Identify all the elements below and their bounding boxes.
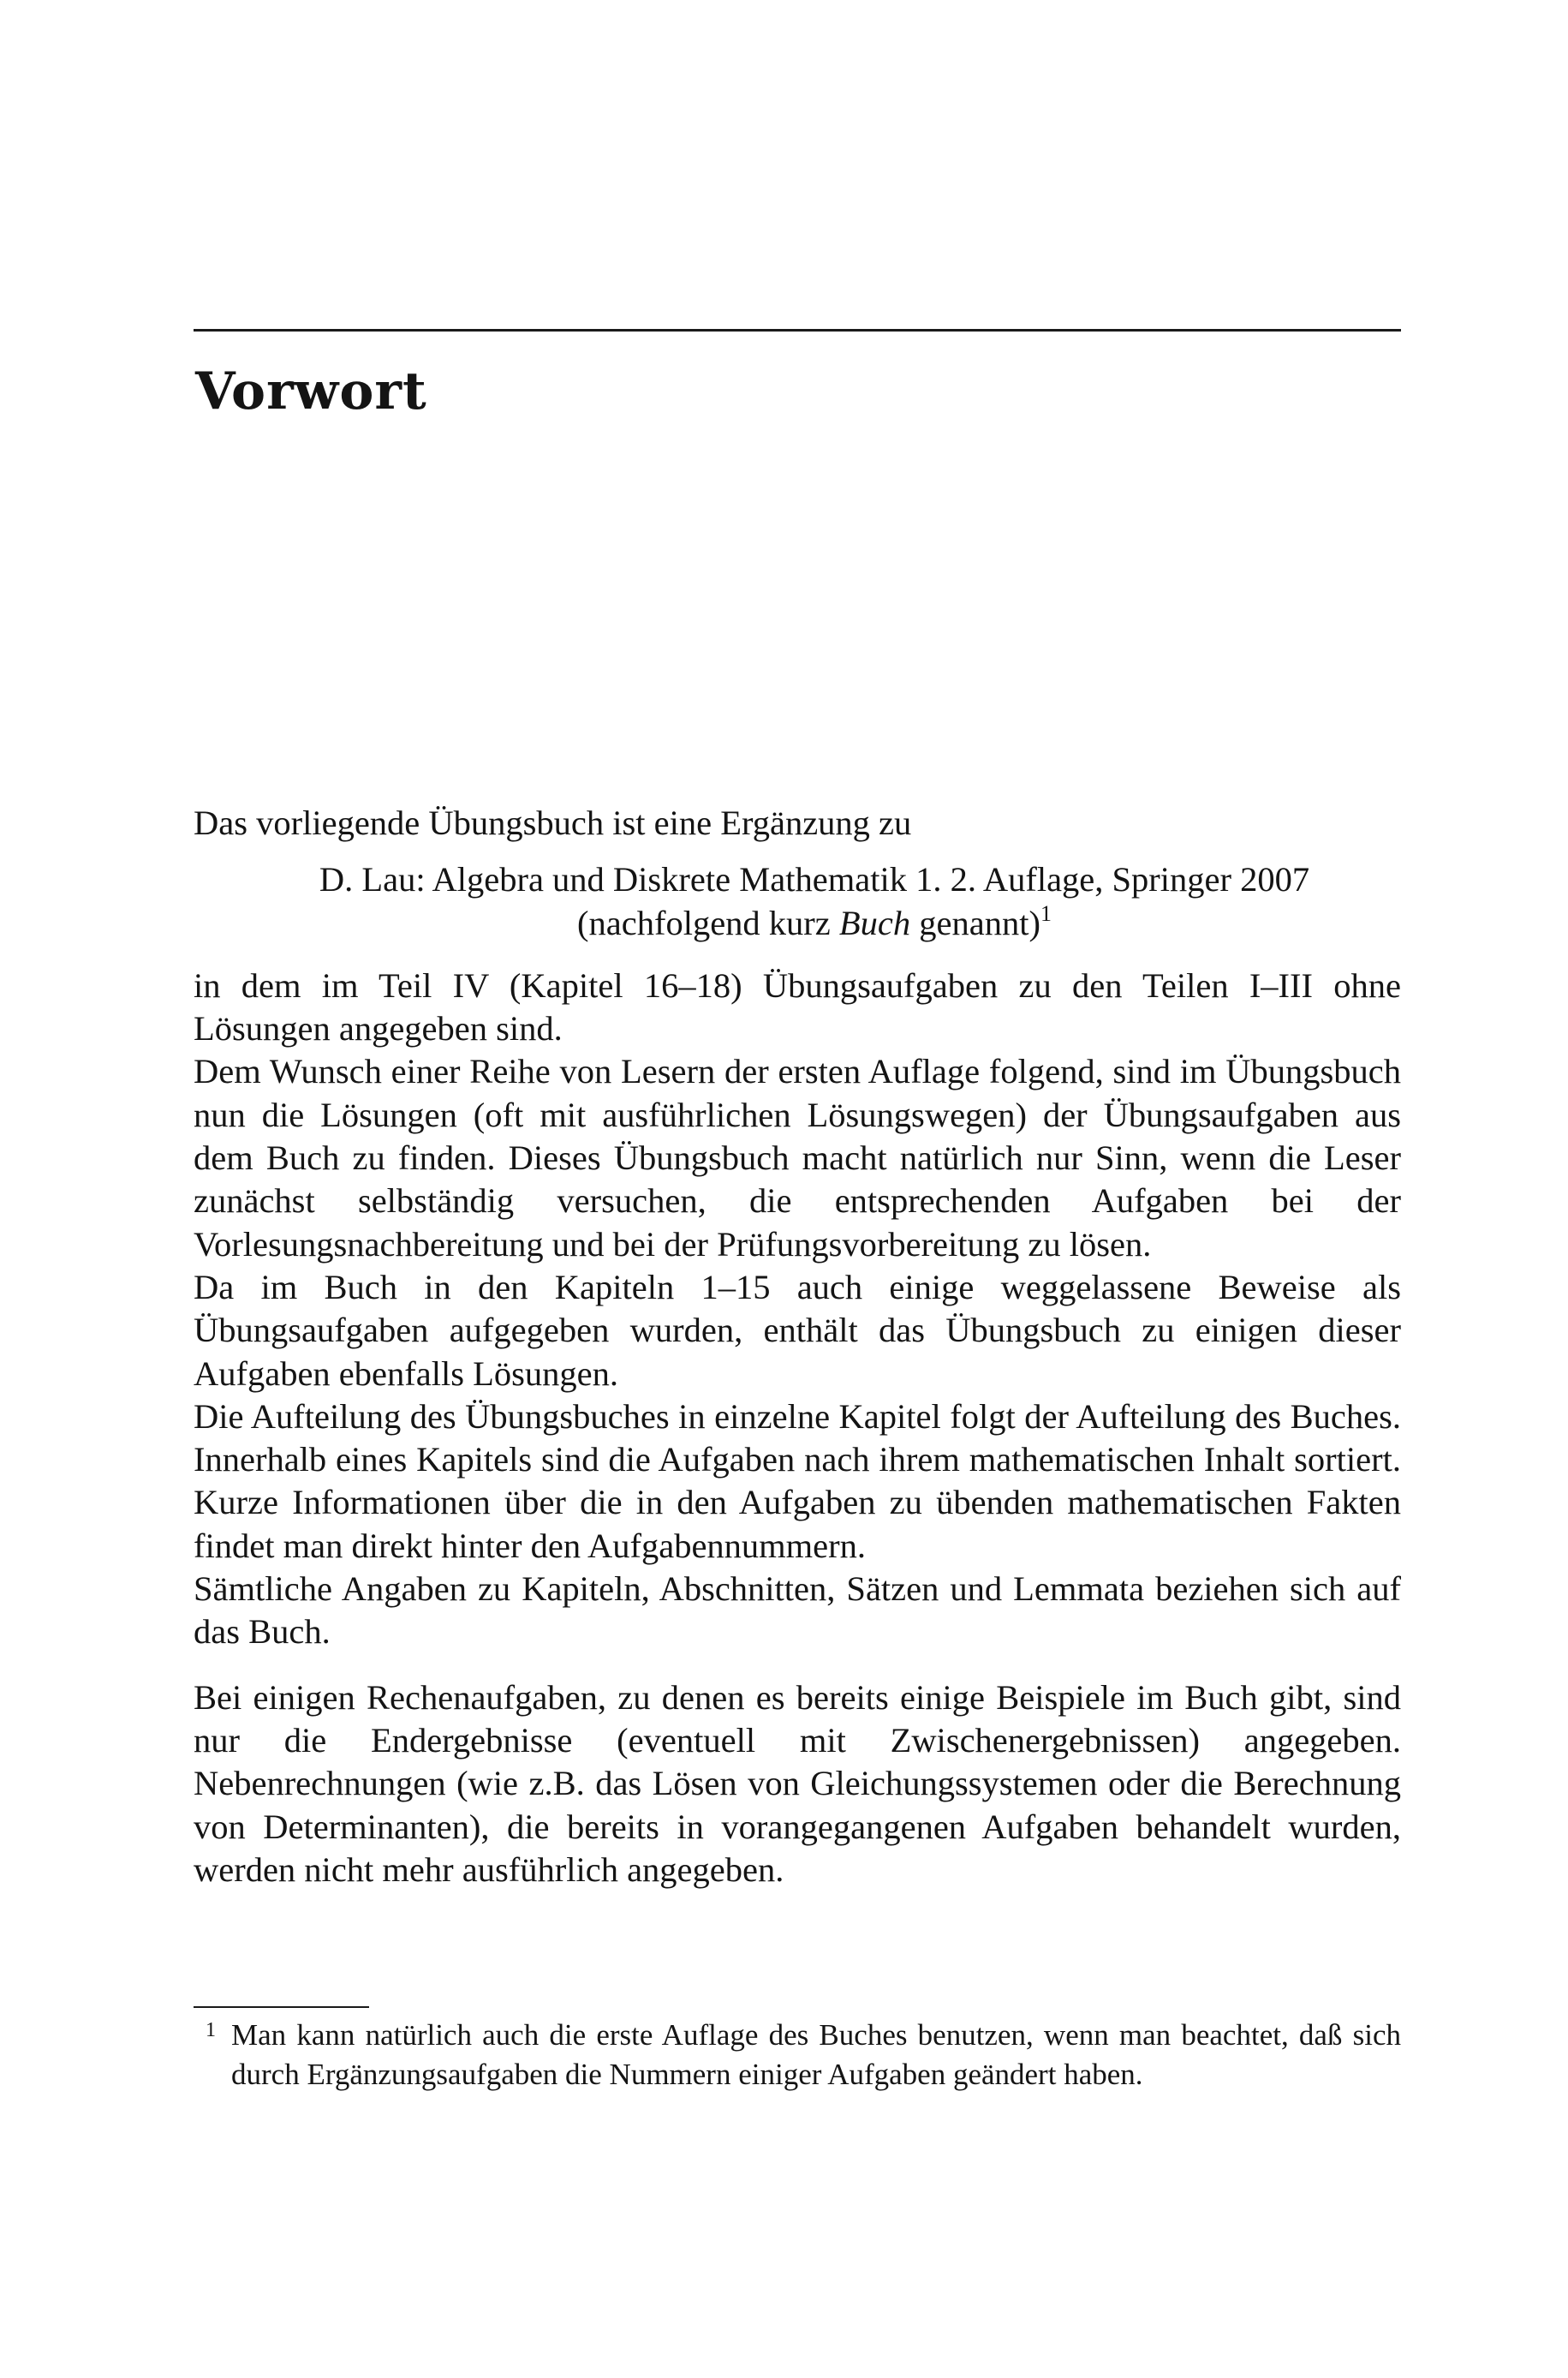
paragraph-2: Dem Wunsch einer Reihe von Lesern der ersten Auflage folgend, sind im Übungsbuch nun die Lösungen (oft mit ausführlichen Lösungswegen) der Übungsaufgaben aus dem Buch zu finden. Dieses Übungsbuch macht natürlich nur Sinn, wenn die Leser zunächst selbständig versuchen, die entsprechenden Aufgaben bei der Vorlesungsnachbereitung und bei der Prüfungsvorbereitung zu lösen. [194, 1052, 1401, 1264]
paragraph-4: Die Aufteilung des Übungsbuches in einzelne Kapitel folgt der Aufteilung des Buches. Innerhalb eines Kapitels sind die Aufgaben nach ihrem mathematischen Inhalt sortiert. Kurze Informationen über die in den Aufgaben zu übenden mathematischen Fakten findet man direkt hinter den Aufgabennummern. [194, 1396, 1401, 1565]
footnote-marker: 1 [1040, 900, 1052, 926]
paragraph-6: Bei einigen Rechenaufgaben, zu denen es bereits einige Beispiele im Buch gibt, sind nur die Endergebnisse (eventuell mit Zwischenergebnissen) angegeben. Nebenrechnungen (wie z.B. das Lösen von Gleichungssystemen oder die Berechnung von Determinanten), die bereits in vorangegangenen Aufgaben behandelt wurden, werden nicht mehr ausführlich angegeben. [194, 1677, 1401, 1889]
preface-body [194, 802, 1401, 1891]
chapter-title: Vorwort [195, 361, 427, 421]
chapter-top-rule [194, 329, 1401, 332]
footnote [194, 2016, 1401, 2094]
reference-italic-book: Buch [838, 903, 911, 942]
intro-sentence: Das vorliegende Übungsbuch ist eine Ergänzung zu [194, 804, 912, 842]
paragraph-3: Da im Buch in den Kapiteln 1–15 auch einige weggelassene Beweise als Übungsaufgaben aufgegeben wurden, enthält das Übungsbuch zu einigen dieser Aufgaben ebenfalls Lösungen. [194, 1267, 1401, 1393]
book-page [194, 0, 1401, 2378]
book-reference [194, 858, 1401, 949]
reference-line-2 [228, 902, 1401, 949]
reference-line-1: D. Lau: Algebra und Diskrete Mathematik 1. 2. Auflage, Springer 2007 [319, 860, 1310, 899]
reference-prefix: (nachfolgend kurz [577, 903, 839, 942]
footnote-number: 1 [206, 2019, 216, 2041]
paragraph-1: in dem im Teil IV (Kapitel 16–18) Übungsaufgaben zu den Teilen I–III ohne Lösungen angegeben sind. [194, 965, 1401, 1049]
footnote-text: Man kann natürlich auch die erste Auflage des Buches benutzen, wenn man beachtet, daß sich durch Ergänzungsaufgaben die Nummern einiger Aufgaben geändert haben. [231, 2018, 1401, 2091]
reference-suffix: genannt) [910, 903, 1040, 942]
paragraph-5: Sämtliche Angaben zu Kapiteln, Abschnitten, Sätzen und Lemmata beziehen sich auf das Buch. [194, 1569, 1401, 1652]
footnote-rule [194, 2006, 369, 2008]
